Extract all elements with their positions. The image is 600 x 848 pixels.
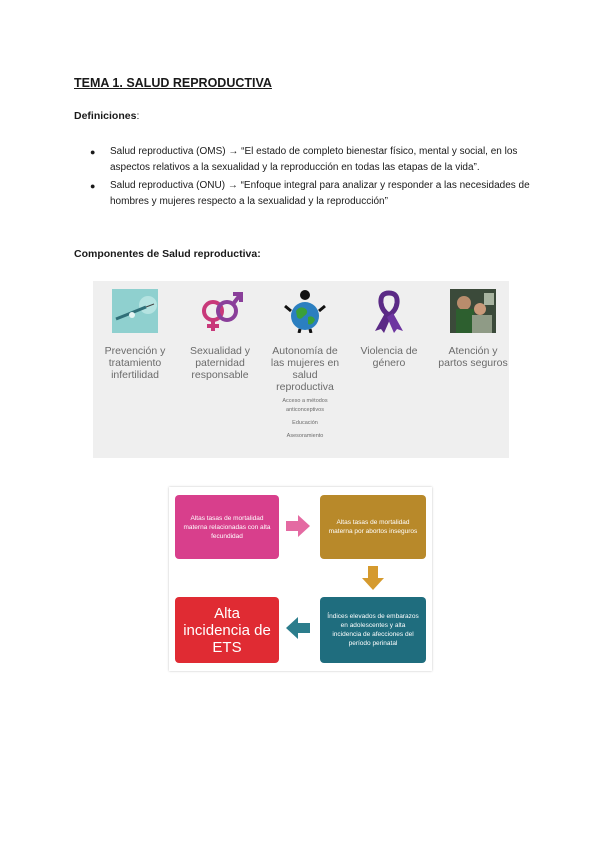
- flow-box-abortions: [320, 495, 426, 559]
- arrow-left-icon: [286, 617, 310, 639]
- component-childbirth: [433, 289, 509, 369]
- flow-box-text: Altas tasas de mortalidad materna relacionadas con alta fecundidad: [183, 514, 271, 540]
- arrow-down-icon: [362, 566, 384, 590]
- fertility-syringe-icon: [112, 289, 158, 333]
- flow-box-text: Índices elevados de embarazos en adolescentes y alta incidencia de afecciones del período perinatal: [327, 613, 419, 647]
- component-label: Autonomía de las mujeres en salud reproductiva: [270, 345, 340, 393]
- component-subitem: Acceso a métodos anticonceptivos: [282, 398, 328, 413]
- gender-symbols-icon: [197, 289, 243, 333]
- purple-ribbon-icon: [366, 289, 412, 333]
- component-violence: [349, 289, 429, 369]
- component-sexuality: [180, 289, 260, 381]
- flow-diagram: [169, 487, 432, 671]
- flow-box-text: Altas tasas de mortalidad materna por abortos inseguros: [328, 519, 418, 535]
- component-label: Atención y partos seguros: [438, 345, 508, 369]
- component-label: Prevención y tratamiento infertilidad: [104, 345, 166, 381]
- flow-box-text: Alta incidencia de ETS: [183, 604, 271, 656]
- flow-box-ets: [175, 597, 279, 663]
- definitions-heading-text: Definiciones: [74, 110, 137, 122]
- component-label: Sexualidad y paternidad responsable: [189, 345, 251, 381]
- definition-item: ● Salud reproductiva (ONU) → “Enfoque integral para analizar y responder a las necesidades de hombres y mujeres respecto a la sexualidad y la reproducción”: [90, 178, 530, 210]
- component-subitem: Asesoramiento: [286, 433, 324, 439]
- definition-item: ● Salud reproductiva (OMS) → “El estado de completo bienestar físico, mental y social, en los aspectos relativos a la sexualidad y la reproducción en todas las etapas de la vida”.: [90, 144, 530, 176]
- definitions-heading-colon: :: [136, 110, 140, 122]
- page-title: TEMA 1. SALUD REPRODUCTIVA: [74, 76, 272, 90]
- globe-person-icon: [282, 289, 328, 333]
- flow-box-adolescent-pregnancy: [320, 597, 426, 663]
- arrow-right-icon: [286, 515, 310, 537]
- component-label: Violencia de género: [360, 345, 418, 369]
- components-panel: [93, 281, 509, 458]
- component-subitem: Educación: [292, 420, 318, 426]
- flow-box-fecundity: [175, 495, 279, 559]
- component-fertility: [95, 289, 175, 381]
- components-heading: Componentes de Salud reproductiva:: [74, 248, 261, 260]
- definitions-heading: [74, 110, 139, 122]
- component-autonomy: [265, 289, 345, 441]
- definitions-list: [90, 144, 530, 212]
- childbirth-photo-icon: [450, 289, 496, 333]
